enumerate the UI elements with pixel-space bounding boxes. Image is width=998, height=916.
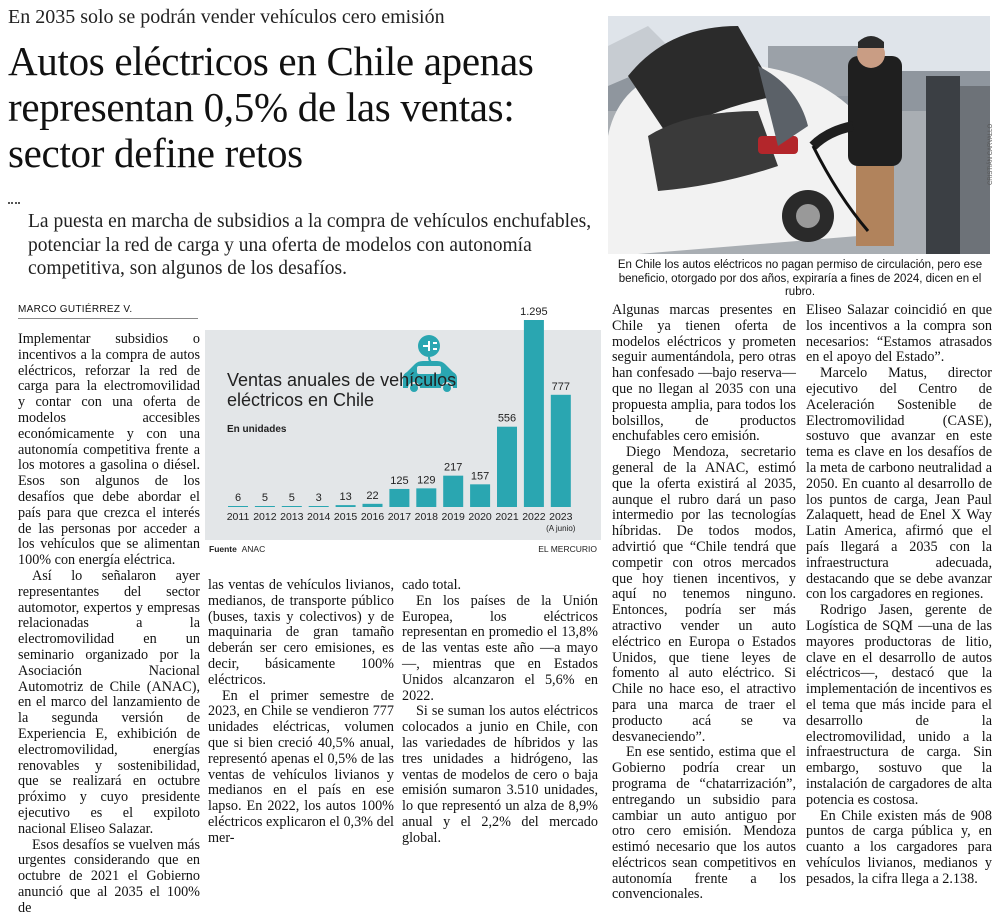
bar-value-label: 125: [390, 475, 408, 487]
photo-illustration: [608, 16, 990, 254]
bar-2020: [470, 484, 490, 507]
paragraph: Diego Mendoza, secretario general de la ANAC, estimó que la oferta existirá al 2035, aunque el rubro dará un paso intermedio por las tecnologías híbridas. De todos modos, advirtió que “Chile tendrá que competir con otros mercados que hoy tienen incentivos, y aquí no tenemos ninguno. Entonces, podría ser más atractivo vender un auto eléctrico en Europa o Estados Unidos, que tiene leyes de fomento al auto eléctrico. Si Chile no hace eso, el atractivo para una marca de traer el producto acá se va desvaneciendo”.: [612, 445, 796, 745]
paragraph: Algunas marcas presentes en Chile ya tienen oferta de modelos eléctricos y prometen seguir aumentándola, pero otras han confesado —bajo reserva— que no llegan al 2035 con una propuesta amplia, para todos los bolsillos, de productos enchufables cero emisión.: [612, 303, 796, 445]
byline-rule: [18, 318, 198, 319]
x-tick-label: 2014: [307, 511, 331, 523]
bar-value-label: 3: [316, 492, 322, 504]
paragraph: En el primer semestre de 2023, en Chile se vendieron 777 unidades eléctricas, volumen que si bien creció 40,5% anual, representó apenas el 0,5% de las ventas de vehículos livianos y medianos en el país en ese lapso. En 2022, los autos 100% eléctricos explicaron el 0,3% del mer-: [208, 689, 394, 847]
bar-value-label: 157: [471, 470, 489, 482]
bar-2022: [524, 320, 544, 507]
bar-2013: [282, 506, 302, 507]
x-tick-label: 2012: [253, 511, 277, 523]
paragraph: Implementar subsidios o incentivos a la compra de autos eléctricos, reforzar la red de carga para la electromovilidad y contar con una oferta de modelos accesibles económicamente y con una autonomía competitiva frente a los motores a gasolina o diésel. Esos son algunos de los desafíos que debe abordar el país para que crezca el interés de las personas por acceder a los vehículos que se alimentan 100% con energía eléctrica.: [18, 332, 200, 569]
photo-credit: CRISTIÁN CARVALLO: [988, 124, 994, 185]
bar-2018: [416, 488, 436, 507]
bar-2012: [255, 506, 275, 507]
article-column-4: [612, 303, 796, 903]
sales-chart: [205, 300, 601, 560]
bar-value-label: 22: [366, 490, 378, 502]
bar-2023: [551, 395, 571, 507]
article-column-1: [18, 332, 200, 916]
chart-title: Ventas anuales de vehículos eléctricos en Chile: [227, 370, 487, 410]
byline: MARCO GUTIÉRREZ V.: [18, 304, 133, 315]
bar-2016: [363, 504, 383, 507]
x-tick-label: 2015: [334, 511, 358, 523]
x-tick-label: 2022: [522, 511, 546, 523]
paragraph: En ese sentido, estima que el Gobierno podría crear un programa de “chatarrización”, entregando un subsidio para cambiar un auto antiguo por otro cero emisión. Mendoza estimó necesario que los autos eléctricos sean competitivos en autonomía frente a los convencionales.: [612, 745, 796, 903]
paragraph: Marcelo Matus, director ejecutivo del Centro de Aceleración Sostenible de Electromovilidad (CASE), sostuvo que avanzar en este tema es clave en los desafíos de la meta de carbono neutralidad a 2050. En cuanto al desarrollo de los puntos de carga, Jean Paul Zalaquett, head de Enel X Way Latin America, afirmó que el país llegará a 2035 con la infraestructura adecuada, destacando que se debe avanzar con los cargadores en regiones.: [806, 366, 992, 603]
bar-value-label: 13: [339, 491, 351, 503]
chart-source-label: Fuente: [209, 544, 237, 554]
x-tick-label: 2016: [361, 511, 385, 523]
dek: La puesta en marcha de subsidios a la compra de vehículos enchufables, potenciar la red de carga y una oferta de modelos con autonomía competitiva, son algunos de los desafíos.: [28, 210, 608, 281]
bar-value-label: 1.295: [520, 306, 548, 318]
paragraph: las ventas de vehículos livianos, medianos, de transporte público (buses, taxis y colectivos) y de maquinaria de gran tamaño deberán ser cero emisiones, es decir, básicamente 100% eléctricos.: [208, 578, 394, 689]
bar-value-label: 217: [444, 462, 462, 474]
x-tick-label: 2023: [549, 511, 573, 523]
article-column-2: [208, 578, 394, 847]
x-tick-label: 2011: [227, 511, 250, 523]
bar-2015: [336, 505, 356, 507]
kicker: En 2035 solo se podrán vender vehículos cero emisión: [8, 6, 445, 29]
headline: Autos eléctricos en Chile apenas representan 0,5% de las ventas: sector define retos: [8, 38, 603, 176]
bar-2017: [389, 489, 409, 507]
x-tick-label: 2019: [442, 511, 466, 523]
x-tick-label: 2013: [280, 511, 304, 523]
chart-bars: [227, 306, 576, 533]
paragraph: Si se suman los autos eléctricos colocados a junio en Chile, con las variedades de híbridos y las tres unidades a hidrógeno, las ventas de modelos de cero o baja emisión sumaron 3.510 unidades, lo que representó un alza de 8,9% anual y el 2,2% del mercado global.: [402, 704, 598, 846]
bar-value-label: 777: [552, 381, 570, 393]
bar-2021: [497, 427, 517, 507]
bar-value-label: 5: [289, 492, 295, 504]
chart-source-name: ANAC: [242, 544, 266, 554]
article-column-5: [806, 303, 992, 887]
bar-2019: [443, 476, 463, 507]
paragraph: Eliseo Salazar coincidió en que los incentivos a la compra son necesarios: “Estamos atrasados en el apoyo del Estado”.: [806, 303, 992, 366]
paragraph: Así lo señalaron ayer representantes del sector automotor, expertos y empresas relacionadas a la electromovilidad en un seminario organizado por la Asociación Nacional Automotriz de Chile (ANAC), en el marco del lanzamiento de la segunda versión de Experiencia E, exhibición de electromovilidad, energías renovables y sostenibilidad, que se realizará en octubre próximo y cuyo presidente ejecutivo es el expiloto nacional Eliseo Salazar.: [18, 569, 200, 838]
chart-note: (A junio): [546, 524, 576, 533]
bar-2014: [309, 506, 329, 507]
article-photo: [608, 16, 990, 254]
article-column-3: [402, 578, 598, 847]
photo-caption: En Chile los autos eléctricos no pagan permiso de circulación, pero ese beneficio, otorgado por dos años, expiraría a fines de 2024, dicen en el rubro.: [606, 259, 994, 300]
dek-divider: [8, 202, 20, 204]
chart-plot: [205, 300, 601, 544]
bar-2011: [228, 506, 248, 507]
x-tick-label: 2021: [495, 511, 519, 523]
bar-value-label: 556: [498, 413, 516, 425]
paragraph: Rodrigo Jasen, gerente de Logística de SQM —una de las mayores productoras de litio, clave en el desarrollo de autos eléctricos—, destacó que la implementación de incentivos es el tema que más incide para el desarrollo de la electromovilidad, unido a la infraestructura de carga. Sin embargo, sostuvo que la instalación de cargadores de alta potencia es costosa.: [806, 603, 992, 808]
paragraph: cado total.: [402, 578, 598, 594]
paragraph: En Chile existen más de 908 puntos de carga pública y, en cuanto a los cargadores para vehículos livianos, medianos y pesados, la cifra llega a 2.138.: [806, 809, 992, 888]
x-tick-label: 2018: [415, 511, 439, 523]
x-tick-label: 2017: [388, 511, 412, 523]
bar-value-label: 6: [235, 492, 241, 504]
chart-source: [209, 544, 265, 554]
bar-value-label: 129: [417, 474, 435, 486]
chart-unit: En unidades: [227, 424, 286, 435]
bar-value-label: 5: [262, 492, 268, 504]
paragraph: En los países de la Unión Europea, los eléctricos representan en promedio el 13,8% de las ventas este año —a mayo—, mientras que en Estados Unidos alcanzaron el 5,6% en 2022.: [402, 594, 598, 705]
paragraph: Esos desafíos se vuelven más urgentes considerando que en octubre de 2021 el Gobierno anunció que al 2035 el 100% de: [18, 838, 200, 916]
chart-publisher: EL MERCURIO: [538, 544, 597, 554]
x-tick-label: 2020: [468, 511, 492, 523]
